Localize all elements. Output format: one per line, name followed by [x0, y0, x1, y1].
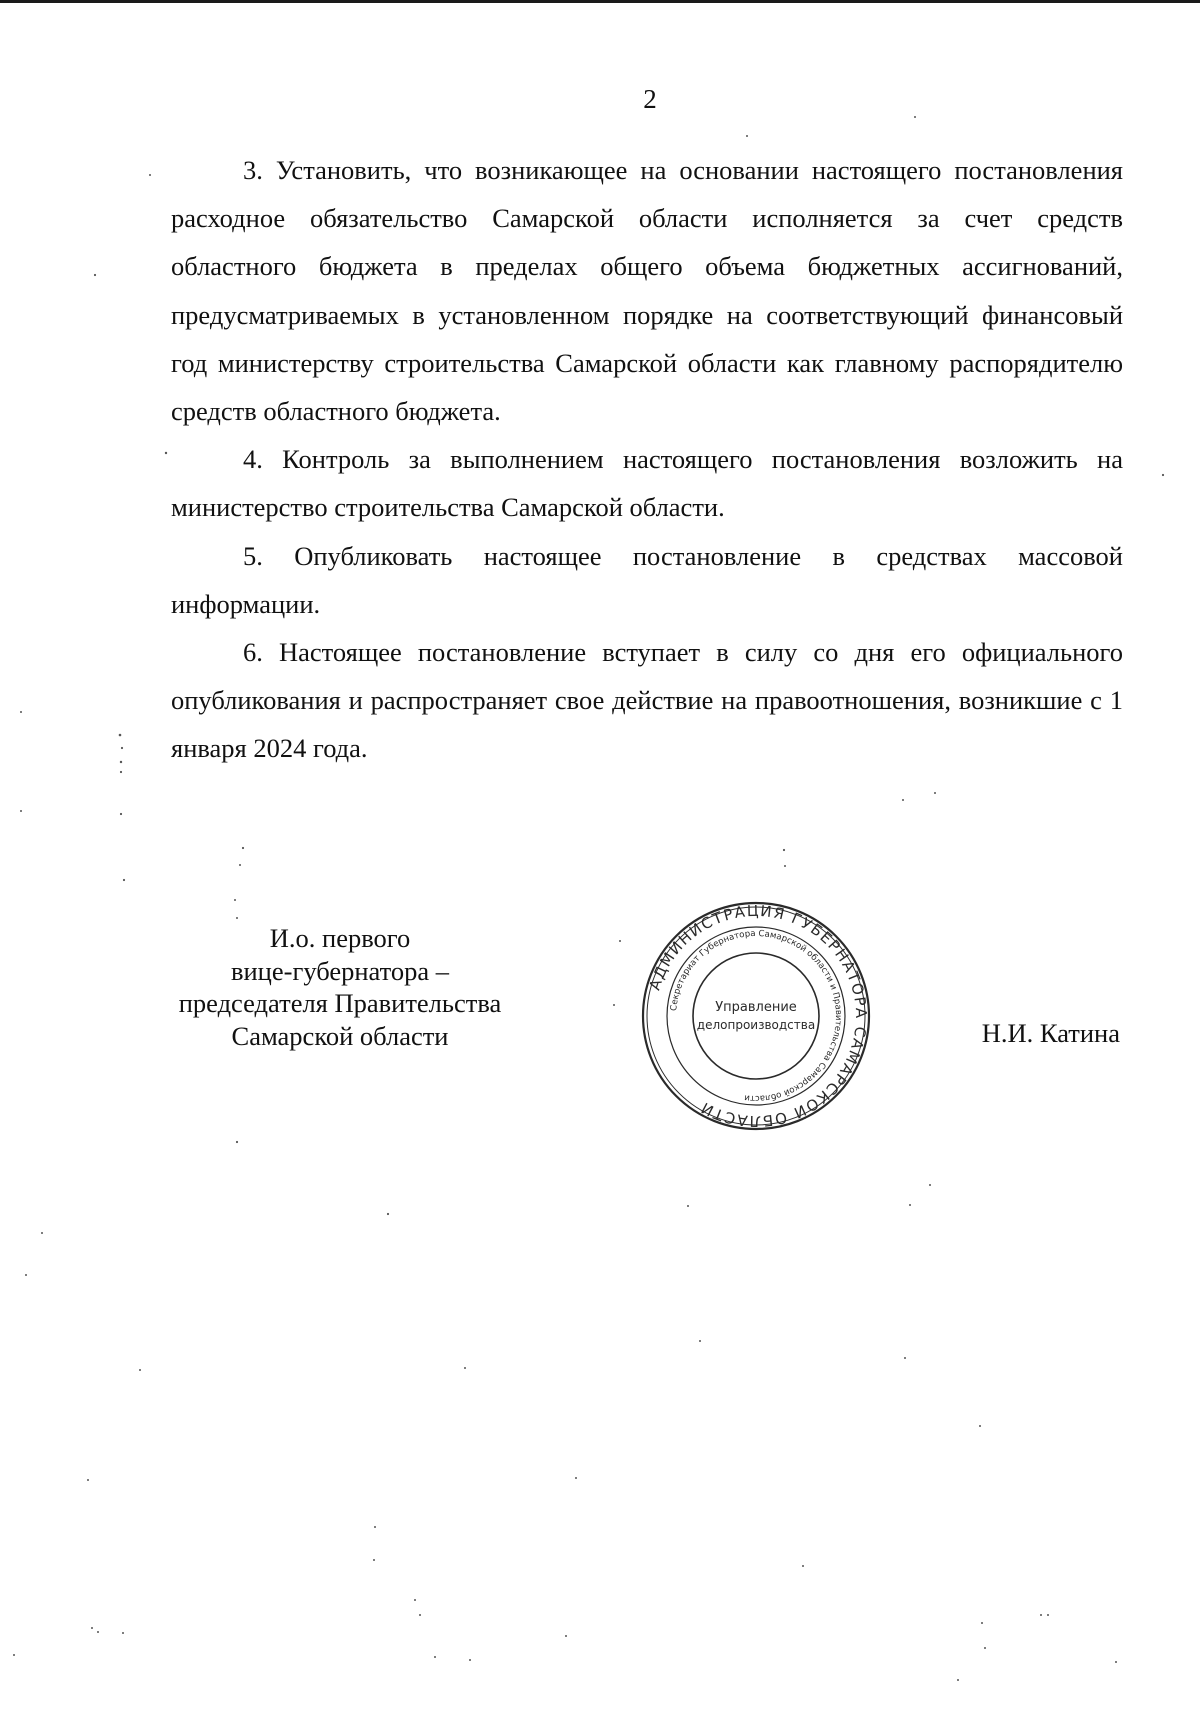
paragraph-4: 4. Контроль за выполнением настоящего постановления возложить на министерство строительства Самарской области.	[171, 444, 1123, 523]
seal-outer-text: АДМИНИСТРАЦИЯ ГУБЕРНАТОРА САМАРСКОЙ ОБЛАСТИ	[645, 901, 871, 1131]
paragraph-3: 3. Установить, что возникающее на основании настоящего постановления расходное обязательство Самарской области исполняется за счет средств областного бюджета в пределах общего объема бюджетных ассигнований, предусматриваемых в установленном порядке на соответствующий финансовый год министерству строительства Самарской области как главному распорядителю средств областного бюджета.	[171, 155, 1123, 427]
seal-center-line-1: Управление	[715, 1000, 797, 1015]
signatory-line-2: вице-губернатора –	[230, 955, 449, 986]
seal-center-line-2: делопроизводства	[696, 1018, 816, 1032]
signatory-line-4: Самарской области	[231, 1020, 449, 1051]
seal-inner-text: Секретариат Губернатора Самарской области и Правительства Самарской области	[669, 928, 844, 1104]
paragraph-6: 6. Настоящее постановление вступает в силу со дня его официального опубликования и распространяет свое действие на правоотношения, возникшие с 1 января 2024 года.	[171, 637, 1123, 764]
signatory-line-3: председателя Правительства	[178, 988, 502, 1018]
signer-name: Н.И. Катина	[981, 1018, 1120, 1048]
paragraph-5: 5. Опубликовать настоящее постановление в средствах массовой информации.	[171, 540, 1123, 619]
signatory-line-1: И.о. первого	[269, 923, 411, 953]
page-number: 2	[643, 84, 657, 114]
